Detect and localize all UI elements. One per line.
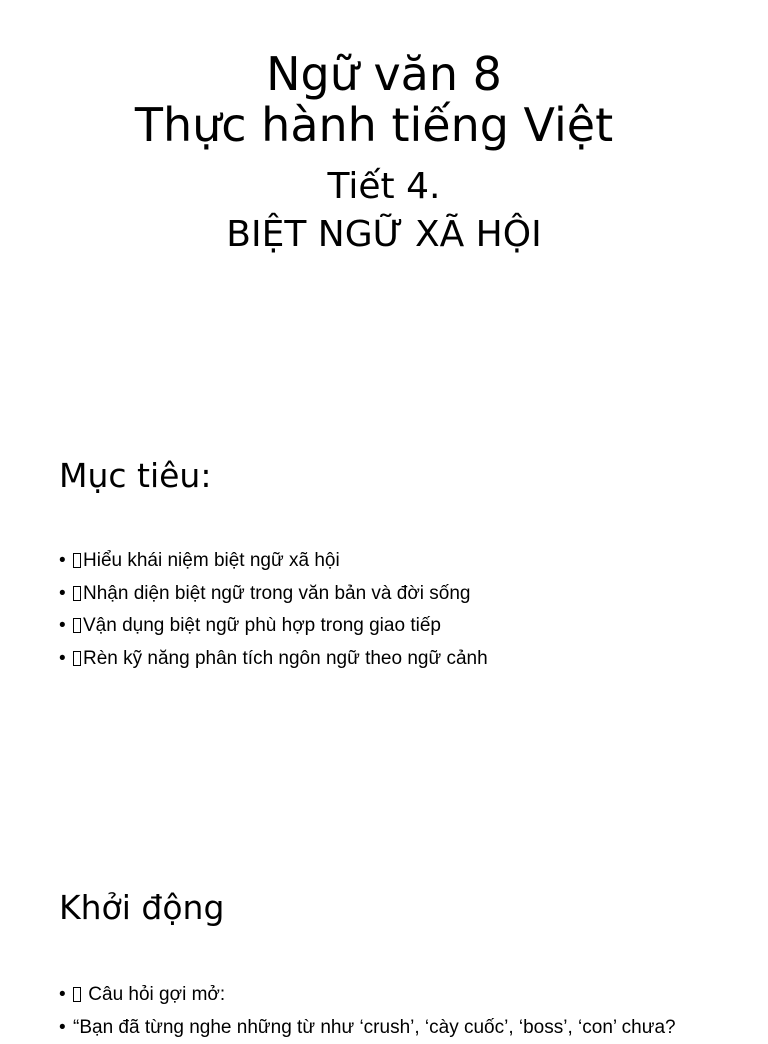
missing-glyph-icon [73, 553, 81, 568]
bullet-icon: • [59, 582, 66, 604]
bullet-icon: • [59, 1016, 66, 1038]
list-item [59, 578, 488, 611]
bullet-icon: • [59, 615, 66, 637]
objective-text: Rèn kỹ năng phân tích ngôn ngữ theo ngữ cảnh [83, 647, 488, 669]
list-item [59, 979, 676, 1012]
warmup-heading: Khởi động [59, 888, 225, 927]
missing-glyph-icon [73, 651, 81, 666]
objectives-heading: Mục tiêu: [59, 456, 212, 495]
bullet-icon: • [59, 647, 66, 669]
list-item [59, 643, 488, 676]
objective-text: Hiểu khái niệm biệt ngữ xã hội [83, 550, 340, 571]
warmup-list [59, 979, 676, 1044]
bullet-icon: • [59, 984, 66, 1005]
missing-glyph-icon [73, 987, 81, 1002]
title-subject: Ngữ văn 8 [266, 47, 502, 101]
list-item [59, 610, 488, 643]
warmup-text: “Bạn đã từng nghe những từ như ‘crush’, ‘cày cuốc’, ‘boss’, ‘con’ chưa? [73, 1016, 676, 1038]
objectives-list [59, 545, 488, 675]
objective-text: Nhận diện biệt ngữ trong văn bản và đời sống [83, 582, 471, 604]
list-item [59, 545, 488, 578]
title-period: Tiết 4. [327, 166, 441, 207]
title-lesson-type: Thực hành tiếng Việt [134, 98, 614, 152]
list-item [59, 1012, 676, 1044]
objective-text: Vận dụng biệt ngữ phù hợp trong giao tiếp [83, 615, 441, 637]
title-topic: BIỆT NGỮ XÃ HỘI [226, 214, 542, 255]
missing-glyph-icon [73, 618, 81, 633]
missing-glyph-icon [73, 586, 81, 601]
bullet-icon: • [59, 550, 66, 571]
warmup-text: Câu hỏi gợi mở: [83, 984, 226, 1005]
